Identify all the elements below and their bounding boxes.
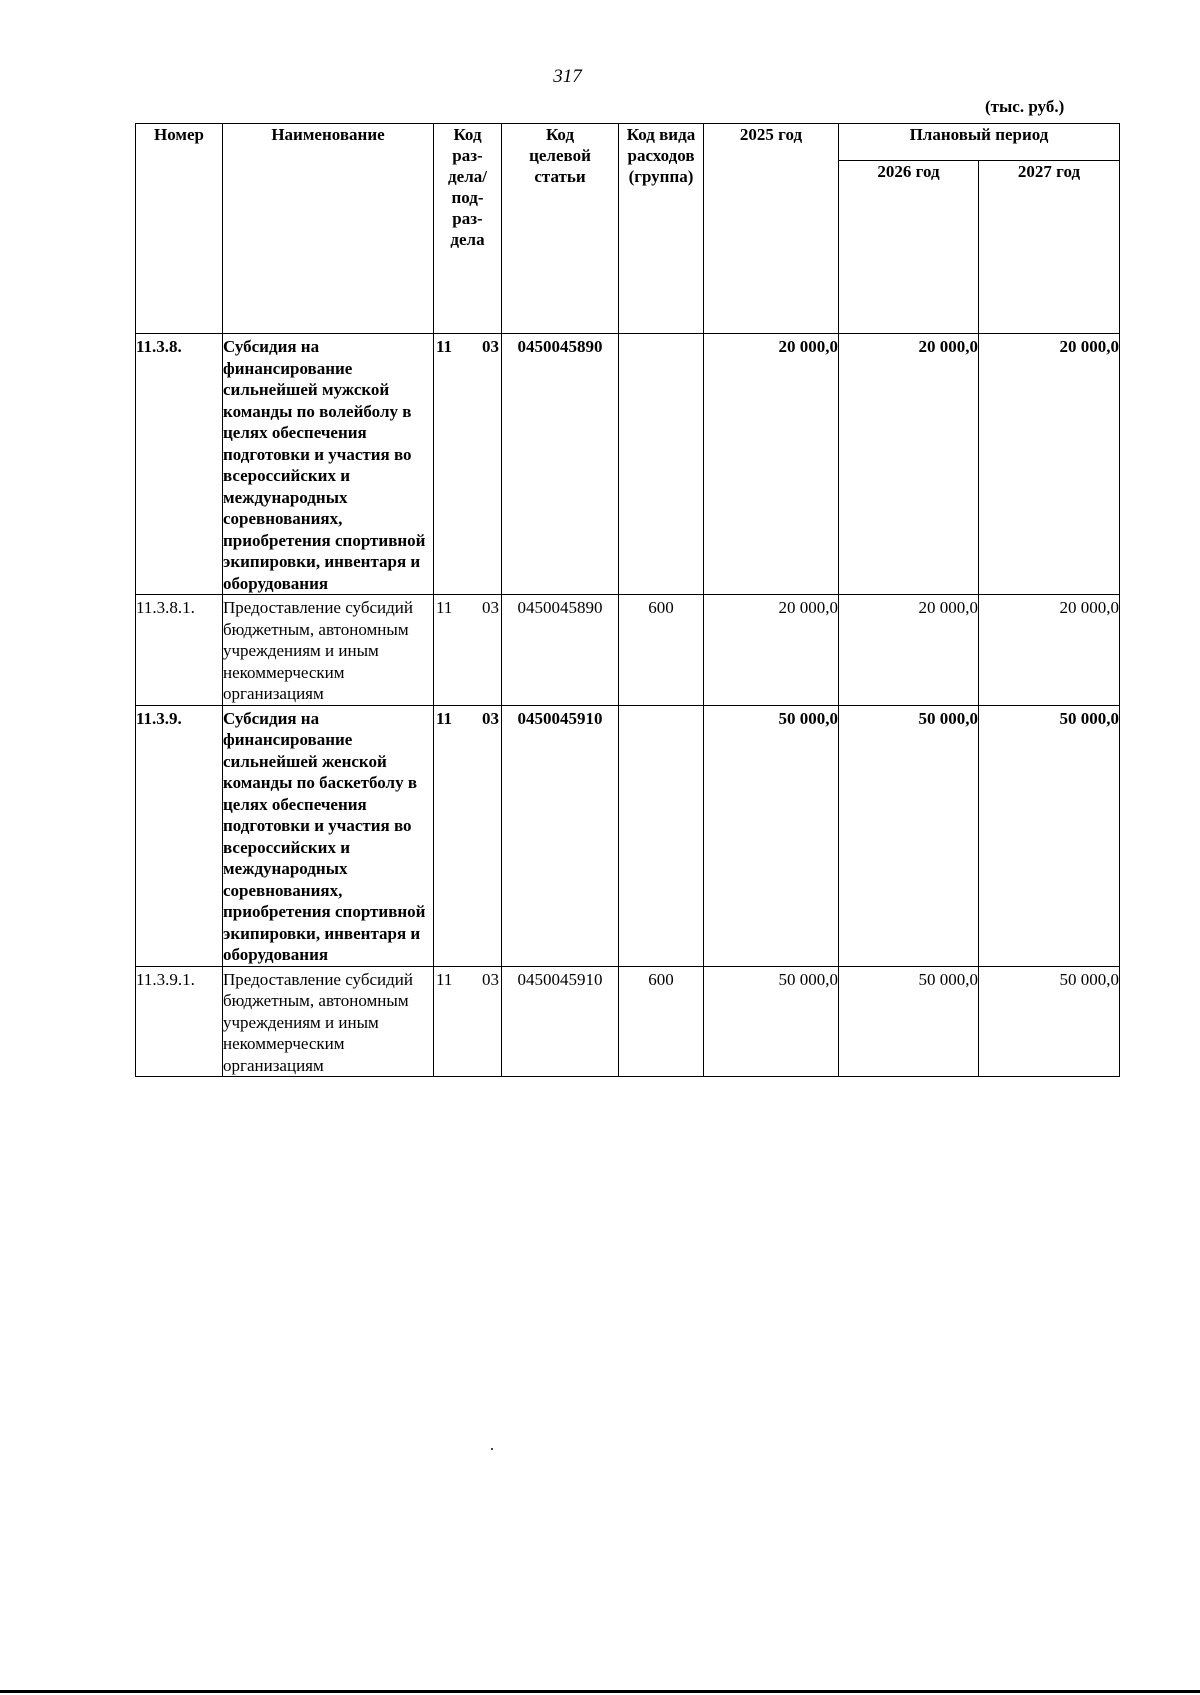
- budget-table: [135, 123, 1120, 1077]
- row-target-code: 0450045910: [502, 705, 619, 966]
- header-number: Номер: [136, 124, 223, 334]
- row-amount-2027: 20 000,0: [979, 595, 1120, 706]
- row-section: 11: [436, 969, 453, 989]
- header-row-1: [136, 124, 1120, 161]
- header-section-code: [434, 124, 502, 334]
- table-row: [136, 705, 1120, 966]
- row-target-code: 0450045890: [502, 334, 619, 595]
- row-expense-kind: [619, 334, 704, 595]
- header-expense-kind: [619, 124, 704, 334]
- row-name: Субсидия на финансирование сильнейшей женской команды по баскетболу в целях обеспечения подготовки и участия во всероссийских и международных соревнованиях, приобретения спортивной экипировки, инвентаря и оборудования: [223, 705, 434, 966]
- row-section-code: [434, 966, 502, 1077]
- row-expense-kind: 600: [619, 966, 704, 1077]
- row-subsection: 03: [482, 598, 499, 617]
- row-name: Предоставление субсидий бюджетным, автономным учреждениям и иным некоммерческим организациям: [223, 595, 434, 706]
- row-section: 11: [436, 337, 453, 356]
- row-number: 11.3.8.: [136, 334, 223, 595]
- row-amount-2026: 50 000,0: [839, 705, 979, 966]
- row-target-code: 0450045910: [502, 966, 619, 1077]
- row-target-code: 0450045890: [502, 595, 619, 706]
- row-name: Предоставление субсидий бюджетным, автономным учреждениям и иным некоммерческим организациям: [223, 966, 434, 1077]
- row-expense-kind: 600: [619, 595, 704, 706]
- scan-speck: [491, 1448, 493, 1450]
- row-section-code: [434, 334, 502, 595]
- row-amount-2025: 50 000,0: [704, 705, 839, 966]
- header-year-2026: 2026 год: [839, 161, 979, 334]
- row-amount-2026: 50 000,0: [839, 966, 979, 1077]
- row-expense-kind: [619, 705, 704, 966]
- row-amount-2025: 20 000,0: [704, 334, 839, 595]
- row-subsection: 03: [482, 969, 499, 989]
- units-label: (тыс. руб.): [985, 97, 1065, 116]
- row-subsection: 03: [482, 337, 499, 356]
- header-name: Наименование: [223, 124, 434, 334]
- header-planned-period: Плановый период: [839, 124, 1120, 161]
- header-target-code: [502, 124, 619, 334]
- row-number: 11.3.8.1.: [136, 595, 223, 706]
- header-year-2027: 2027 год: [979, 161, 1120, 334]
- row-section: 11: [436, 708, 453, 728]
- row-subsection: 03: [482, 708, 499, 728]
- header-expense-kind-text: Код вида расходов (группа): [626, 125, 696, 186]
- row-section-code: [434, 705, 502, 966]
- row-amount-2027: 50 000,0: [979, 966, 1120, 1077]
- header-section-code-text: Код раз- дела/ под- раз- дела: [448, 125, 487, 249]
- table-row: [136, 966, 1120, 1077]
- row-amount-2027: 50 000,0: [979, 705, 1120, 966]
- row-name: Субсидия на финансирование сильнейшей мужской команды по волейболу в целях обеспечения подготовки и участия во всероссийских и международных соревнованиях, приобретения спортивной экипировки, инвентаря и оборудования: [223, 334, 434, 595]
- table-row: [136, 595, 1120, 706]
- header-year-2025: 2025 год: [704, 124, 839, 334]
- page-number: 317: [553, 66, 582, 87]
- row-amount-2026: 20 000,0: [839, 595, 979, 706]
- row-section: 11: [436, 598, 453, 617]
- row-amount-2027: 20 000,0: [979, 334, 1120, 595]
- row-amount-2026: 20 000,0: [839, 334, 979, 595]
- header-target-code-text: Код целевой статьи: [529, 125, 591, 186]
- row-section-code: [434, 595, 502, 706]
- scan-edge-line: [0, 1690, 1200, 1693]
- row-amount-2025: 20 000,0: [704, 595, 839, 706]
- table-row: [136, 334, 1120, 595]
- row-number: 11.3.9.: [136, 705, 223, 966]
- row-number: 11.3.9.1.: [136, 966, 223, 1077]
- row-amount-2025: 50 000,0: [704, 966, 839, 1077]
